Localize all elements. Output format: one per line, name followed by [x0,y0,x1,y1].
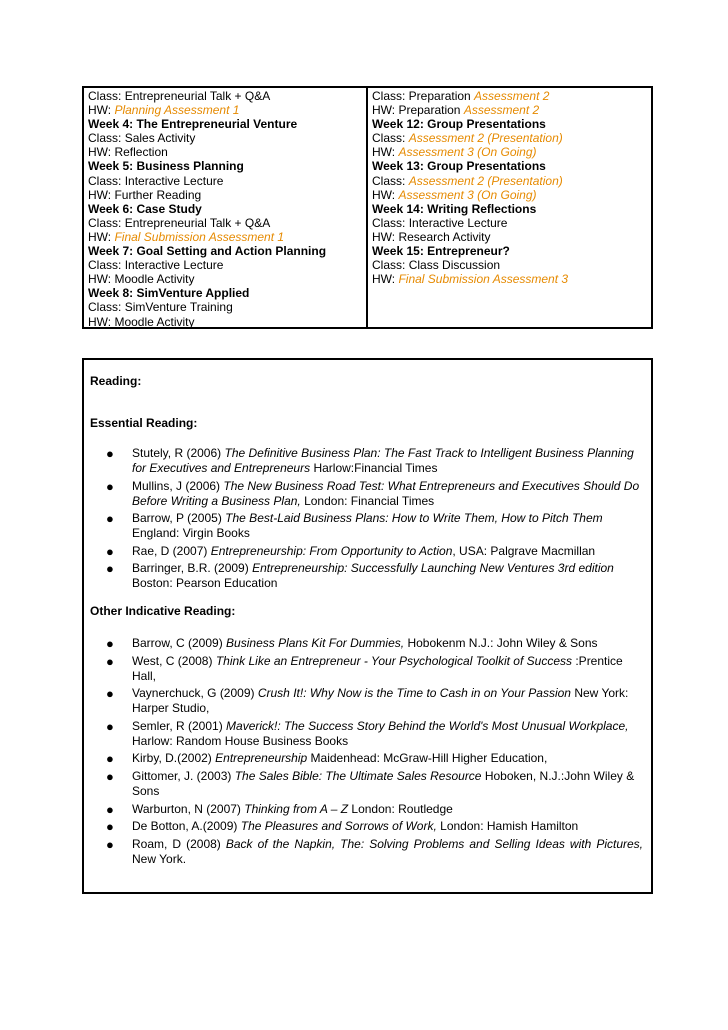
reference-author: Kirby, D.(2002) [132,751,216,766]
reference-publisher: :Prentice Hall, [132,653,623,683]
row-prefix: Class: [88,173,125,188]
row-text: Assessment 3 (On Going) [398,187,537,202]
reference-author: Barringer, B.R. (2009) [132,561,253,576]
row-prefix: Class: [372,173,409,188]
week-heading: Week 4: The Entrepreneurial Venture [88,117,298,132]
week-heading: Week 6: Case Study [88,201,202,216]
reference-author: Gittomer, J. (2003) [132,768,235,783]
schedule-right-column [368,88,651,327]
reference-author: Warburton, N (2007) [132,801,245,816]
schedule-row-left [88,174,362,188]
reference-item [84,819,651,834]
row-text: Moodle Activity [114,272,195,287]
row-prefix: HW: Preparation [372,103,464,118]
schedule-row-right [372,117,647,131]
reference-title: The Sales Bible: The Ultimate Sales Resource [234,768,482,783]
reference-title: Crush It!: Why Now is the Time to Cash in on Your Passion [257,686,571,701]
reference-publisher: New York. [132,851,187,866]
reference-item [84,802,651,817]
reference-author: De Botton, A.(2009) [132,819,241,834]
reference-item [84,751,651,766]
bullet-icon: ● [106,751,114,767]
schedule-row-left [88,145,362,159]
row-prefix: HW: [372,187,399,202]
schedule-table [82,86,653,329]
schedule-row-left [88,230,362,244]
row-text: Assessment 3 (On Going) [398,145,537,160]
reference-item [84,837,651,867]
row-prefix: HW: [372,229,399,244]
row-text: Interactive Lecture [408,215,508,230]
week-heading: Week 8: SimVenture Applied [88,286,250,301]
essential-reading-title: Essential Reading: [90,416,198,430]
schedule-row-right [372,103,647,117]
reference-title: Entrepreneurship: From Opportunity to Action [210,543,453,558]
schedule-row-right [372,244,647,258]
row-prefix: Class: [88,131,125,146]
row-prefix: HW: [88,103,115,118]
reference-title: Business Plans Kit For Dummies, [226,636,405,650]
row-text: Further Reading [114,187,202,202]
reference-author: Roam, D (2008) [132,836,226,851]
schedule-row-left [88,258,362,272]
reference-title: Entrepreneurship: Successfully Launching New Ventures 3rd edition [252,561,614,576]
schedule-row-right [372,216,647,230]
reference-publisher: Harlow: Random House Business Books [132,733,349,748]
row-prefix: Class: [372,258,409,273]
week-heading: Week 15: Entrepreneur? [372,244,510,259]
schedule-row-left [88,244,362,258]
row-text: Interactive Lecture [124,258,224,273]
row-prefix: HW: [88,187,115,202]
reference-item [84,511,651,541]
reference-publisher: Hoboken, N.J.:John Wiley & Sons [132,768,635,798]
bullet-icon: ● [106,768,114,784]
reference-author: Rae, D (2007) [132,543,211,558]
bullet-icon: ● [106,478,114,494]
reference-publisher: England: Virgin Books [132,526,250,541]
row-prefix: Class: [88,258,125,273]
bullet-icon: ● [106,561,114,577]
essential-reading-list [84,446,651,594]
reference-title: The Pleasures and Sorrows of Work, [240,819,437,834]
reference-item [84,446,651,476]
row-text: Entrepreneurial Talk + Q&A [124,215,271,230]
reference-publisher: London: Hamish Hamilton [436,819,579,834]
reference-item [84,654,651,684]
other-reading-list [84,636,651,869]
reference-publisher: Maidenhead: McGraw-Hill Higher Education, [307,751,548,766]
reference-item [84,479,651,509]
row-text: Assessment 2 [474,89,550,103]
schedule-row-right [372,159,647,173]
schedule-row-left [88,131,362,145]
reference-item [84,544,651,559]
schedule-row-left [88,188,362,202]
reference-item [84,561,651,591]
row-text: Assessment 2 [463,103,540,118]
row-prefix: Class: [88,300,125,315]
row-text: Class Discussion [408,258,501,273]
week-heading: Week 14: Writing Reflections [372,201,537,216]
reference-publisher: , USA: Palgrave Macmillan [452,543,596,558]
schedule-row-left [88,117,362,131]
row-prefix: Class: [372,215,409,230]
reference-publisher: Hobokenm N.J.: John Wiley & Sons [404,636,598,650]
schedule-row-left [88,89,362,103]
reference-title: Back of the Napkin, The: Solving Problems and Selling Ideas with Pictures, [225,836,644,851]
schedule-row-left [88,159,362,173]
row-text: Research Activity [398,229,491,244]
reference-title: Thinking from A – Z [244,801,349,816]
bullet-icon: ● [106,636,114,651]
reference-item [84,769,651,799]
reference-title: The New Business Road Test: What Entrepreneurs and Executives Should Do Before Writing a Business Plan, [132,478,640,508]
reference-publisher: London: Financial Times [300,493,435,508]
reading-title: Reading: [90,374,142,388]
row-text: Planning Assessment 1 [114,103,240,118]
schedule-row-left [88,202,362,216]
schedule-row-right [372,272,647,286]
schedule-row-right [372,131,647,145]
bullet-icon: ● [106,686,114,702]
schedule-row-right [372,230,647,244]
row-text: Interactive Lecture [124,173,224,188]
row-text: Moodle Activity [114,314,195,329]
bullet-icon: ● [106,653,114,669]
row-prefix: HW: [88,229,115,244]
reference-item [84,719,651,749]
row-prefix: HW: [88,272,115,287]
row-prefix: Class: Preparation [372,89,475,103]
schedule-row-left [88,286,362,300]
reference-author: West, C (2008) [132,653,216,668]
reference-title: The Definitive Business Plan: The Fast Track to Intelligent Business Planning for Executives and Entrepreneurs [132,446,634,475]
reference-author: Barrow, P (2005) [132,511,226,526]
row-prefix: HW: [372,145,399,160]
schedule-row-right [372,258,647,272]
week-heading: Week 7: Goal Setting and Action Planning [88,244,327,259]
reference-title: The Best-Laid Business Plans: How to Write Them, How to Pitch Them [225,511,603,526]
reference-author: Stutely, R (2006) [132,446,225,460]
row-prefix: Class: [88,215,125,230]
bullet-icon: ● [106,836,114,852]
other-reading-title: Other Indicative Reading: [90,604,236,618]
row-text: Final Submission Assessment 3 [398,272,569,287]
row-text: SimVenture Training [124,300,233,315]
schedule-row-right [372,89,647,103]
bullet-icon: ● [106,819,114,835]
row-text: Final Submission Assessment 1 [114,229,285,244]
schedule-row-right [372,145,647,159]
schedule-left-column [84,88,368,327]
bullet-icon: ● [106,511,114,527]
schedule-row-left [88,103,362,117]
schedule-row-left [88,272,362,286]
row-text: Assessment 2 (Presentation) [408,173,563,188]
schedule-row-right [372,174,647,188]
row-prefix: Class: [372,131,409,146]
row-text: Assessment 2 (Presentation) [408,131,563,146]
reference-publisher: London: Routledge [348,801,453,816]
row-prefix: HW: [372,272,399,287]
reference-publisher: Harlow:Financial Times [310,461,438,475]
reference-item [84,686,651,716]
reference-author: Mullins, J (2006) [132,478,224,493]
reference-title: Maverick!: The Success Story Behind the World's Most Unusual Workplace, [226,718,629,733]
bullet-icon: ● [106,543,114,559]
row-prefix: Class: [88,89,125,103]
reference-author: Semler, R (2001) [132,718,227,733]
bullet-icon: ● [106,801,114,817]
schedule-row-left [88,300,362,314]
reference-publisher: New York: Harper Studio, [132,686,629,716]
reference-title: Entrepreneurship [215,751,308,766]
row-text: Entrepreneurial Talk + Q&A [124,89,271,103]
bullet-icon: ● [106,446,114,461]
reading-box [82,358,653,894]
week-heading: Week 12: Group Presentations [372,117,546,132]
row-text: Sales Activity [124,131,196,146]
schedule-row-right [372,188,647,202]
week-heading: Week 5: Business Planning [88,159,244,174]
reference-author: Barrow, C (2009) [132,636,227,650]
reference-author: Vaynerchuck, G (2009) [132,686,258,701]
week-heading: Week 13: Group Presentations [372,159,546,174]
row-prefix: HW: [88,314,115,329]
reference-item [84,636,651,651]
schedule-row-left [88,315,362,329]
schedule-row-right [372,202,647,216]
bullet-icon: ● [106,718,114,734]
row-text: Reflection [114,145,168,160]
reference-title: Think Like an Entrepreneur - Your Psychological Toolkit of Success [215,653,573,668]
schedule-row-left [88,216,362,230]
row-prefix: HW: [88,145,115,160]
reference-publisher: Boston: Pearson Education [132,576,278,591]
